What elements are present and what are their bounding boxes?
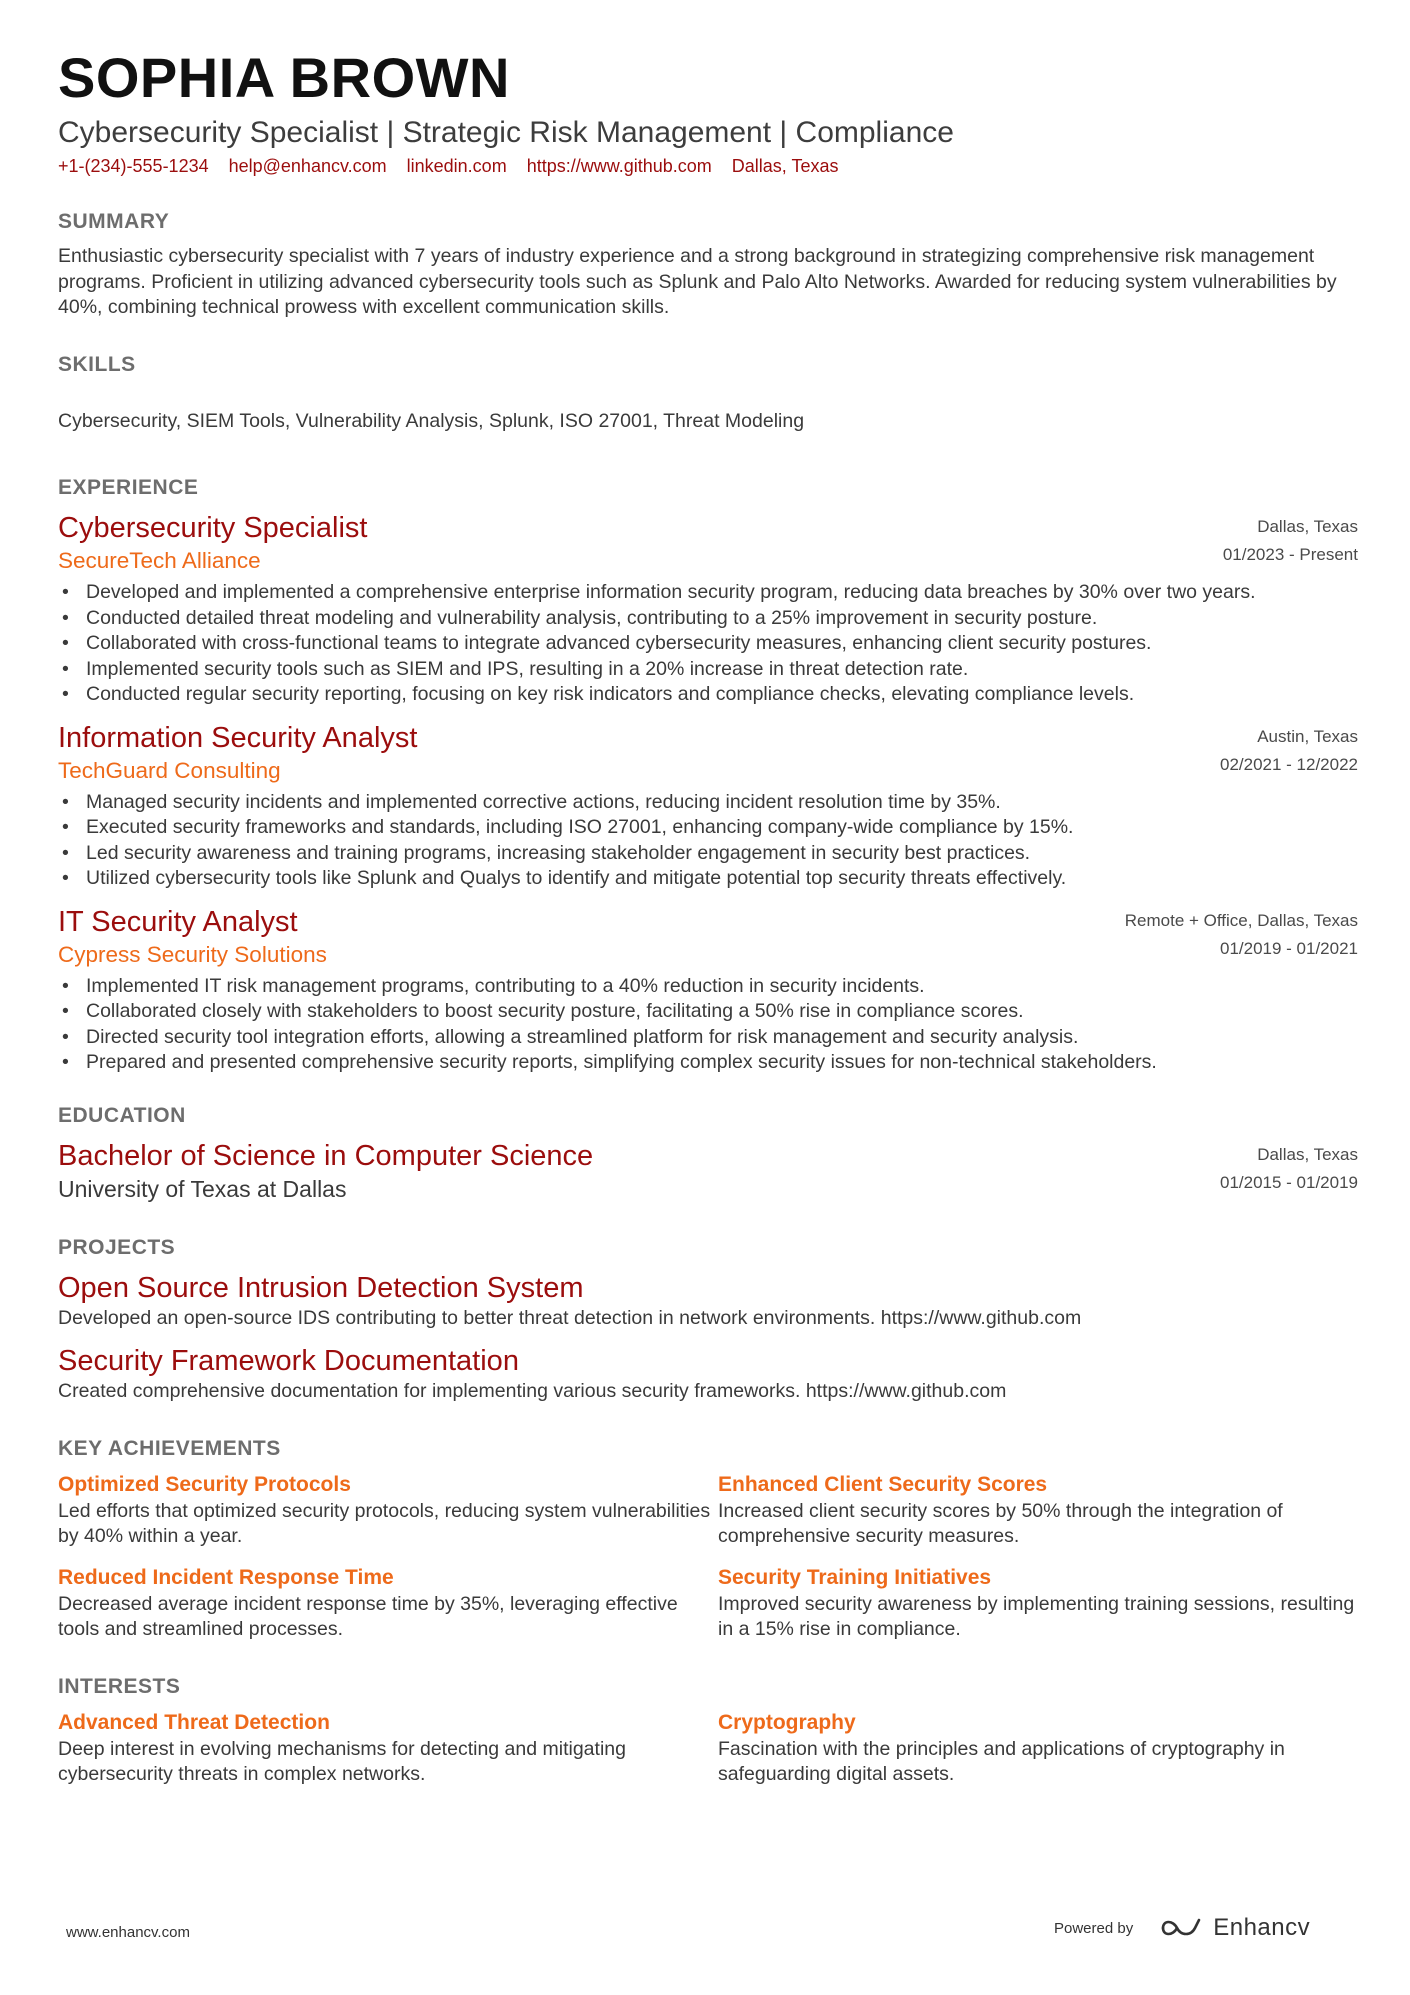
job-bullets [58,790,1358,892]
job-location: Remote + Office, Dallas, Texas [1124,910,1358,930]
project-title: Open Source Intrusion Detection System [58,1271,584,1304]
project-desc: Created comprehensive documentation for implementing various security frameworks. https://www.github.com [58,1380,1007,1402]
job-entry [58,510,1358,708]
job-bullet: • Managed security incidents and implemented corrective actions, reducing incident resolution time by 35%. [58,790,1358,816]
project-title: Security Framework Documentation [58,1345,519,1377]
contact-phone[interactable]: +1-(234)-555-1234 [58,156,209,176]
job-role: Information Security Analyst [58,721,418,754]
contact-row [58,154,1358,178]
education-degree: Bachelor of Science in Computer Science [58,1139,594,1172]
powered-by-label: Powered by [1054,1919,1134,1937]
achievement-item [58,1471,718,1558]
job-bullet: • Conducted detailed threat modeling and vulnerability analysis, contributing to a 25% improvement in security posture. [58,606,1358,632]
job-location: Dallas, Texas [1257,517,1358,536]
achievement-desc: Led efforts that optimized security protocols, reducing system vulnerabilities by 40% within a year. [58,1499,711,1547]
interests-grid [58,1709,1358,1796]
job-entry [58,720,1358,892]
resume-page [58,46,1358,1796]
skills-heading: SKILLS [58,352,136,376]
achievement-item [718,1471,1358,1558]
brand-logo[interactable] [1159,1914,1310,1942]
brand-name: Enhancv [1213,1914,1311,1941]
job-bullet: • Directed security tool integration efforts, allowing a streamlined platform for risk management and security analysis. [58,1025,1358,1051]
experience-heading: EXPERIENCE [58,476,199,499]
job-bullet: • Conducted regular security reporting, focusing on key risk indicators and compliance checks, elevating compliance levels. [58,682,1358,708]
job-bullet: • Executed security frameworks and standards, including ISO 27001, enhancing company-wide compliance by 15%. [58,815,1358,841]
job-bullet: • Collaborated with cross-functional teams to integrate advanced cybersecurity measures, enhancing client security postures. [58,631,1358,657]
job-company: Cypress Security Solutions [58,941,327,967]
job-dates: 02/2021 - 12/2022 [1219,754,1358,774]
job-location: Austin, Texas [1257,726,1358,746]
project-entry [58,1343,1358,1405]
job-bullet: • Prepared and presented comprehensive security reports, simplifying complex security issues for non-technical stakeholders. [58,1050,1358,1076]
interest-desc: Deep interest in evolving mechanisms for detecting and mitigating cybersecurity threats in complex networks. [58,1737,626,1785]
job-bullet: • Led security awareness and training programs, increasing stakeholder engagement in security best practices. [58,841,1358,867]
job-bullet: • Developed and implemented a comprehensive enterprise information security program, reducing data breaches by 30% over two years. [58,580,1358,606]
education-entry [58,1138,1358,1204]
contact-email[interactable]: help@enhancv.com [228,156,387,176]
contact-location: Dallas, Texas [731,156,839,176]
education-dates: 01/2015 - 01/2019 [1219,1172,1358,1192]
candidate-name: SOPHIA BROWN [58,46,510,109]
achievements-heading: KEY ACHIEVEMENTS [58,1436,281,1460]
interest-desc: Fascination with the principles and applications of cryptography in safeguarding digital assets. [718,1737,1285,1785]
achievement-title: Reduced Incident Response Time [58,1565,394,1589]
job-bullet: • Utilized cybersecurity tools like Splunk and Qualys to identify and mitigate potential top security threats effectively. [58,866,1358,892]
enhancv-logo-icon [1159,1916,1203,1940]
interest-title: Cryptography [718,1710,856,1734]
interests-heading: INTERESTS [58,1674,181,1698]
achievement-item [58,1558,718,1651]
job-bullets [58,974,1358,1076]
project-desc: Developed an open-source IDS contributing to better threat detection in network environments. https://www.github.com [58,1306,1082,1329]
project-entry [58,1270,1358,1332]
candidate-title: Cybersecurity Specialist | Strategic Risk Management | Compliance [58,116,954,149]
job-company: SecureTech Alliance [58,548,261,573]
projects-heading: PROJECTS [58,1235,176,1259]
contact-github[interactable]: https://www.github.com [526,156,712,176]
summary-text: Enthusiastic cybersecurity specialist with 7 years of industry experience and a strong background in strategizing comprehensive risk management programs. Proficient in utilizing advanced cybersecurity tools such as Splunk and Palo Alto Networks. Awarded for reducing system vulnerabilities by 40%, combining technical prowess with excellent communication skills. [58,245,1337,318]
skills-text: Cybersecurity, SIEM Tools, Vulnerability Analysis, Splunk, ISO 27001, Threat Modeling [58,409,805,432]
education-school: University of Texas at Dallas [58,1175,347,1202]
achievement-desc: Increased client security scores by 50% through the integration of comprehensive security measures. [718,1499,1283,1547]
achievement-desc: Improved security awareness by implementing training sessions, resulting in a 15% rise in compliance. [718,1592,1355,1640]
achievement-title: Enhanced Client Security Scores [718,1472,1048,1496]
job-bullet: • Implemented security tools such as SIEM and IPS, resulting in a 20% increase in threat detection rate. [58,657,1358,683]
achievement-title: Security Training Initiatives [718,1565,992,1589]
job-dates: 01/2023 - Present [1222,545,1358,564]
achievement-desc: Decreased average incident response time by 35%, leveraging effective tools and streamlined processes. [58,1592,678,1640]
interest-item [718,1709,1358,1796]
job-company: TechGuard Consulting [58,757,281,783]
footer-website[interactable]: www.enhancv.com [66,1924,190,1941]
job-role: IT Security Analyst [58,905,298,938]
education-location: Dallas, Texas [1257,1144,1358,1164]
job-bullet: • Implemented IT risk management programs, contributing to a 40% reduction in security incidents. [58,974,1358,1000]
summary-heading: SUMMARY [58,210,170,233]
interest-item [58,1709,718,1796]
achievements-grid [58,1471,1358,1651]
job-bullet: • Collaborated closely with stakeholders to boost security posture, facilitating a 50% rise in compliance scores. [58,999,1358,1025]
achievement-item [718,1558,1358,1651]
job-entry [58,904,1358,1076]
education-heading: EDUCATION [58,1103,186,1127]
contact-linkedin[interactable]: linkedin.com [406,156,507,176]
achievement-title: Optimized Security Protocols [58,1472,351,1496]
interest-title: Advanced Threat Detection [58,1710,330,1734]
job-role: Cybersecurity Specialist [58,512,368,544]
footer-branding [1054,1914,1310,1942]
job-dates: 01/2019 - 01/2021 [1219,938,1358,958]
job-bullets [58,580,1358,708]
